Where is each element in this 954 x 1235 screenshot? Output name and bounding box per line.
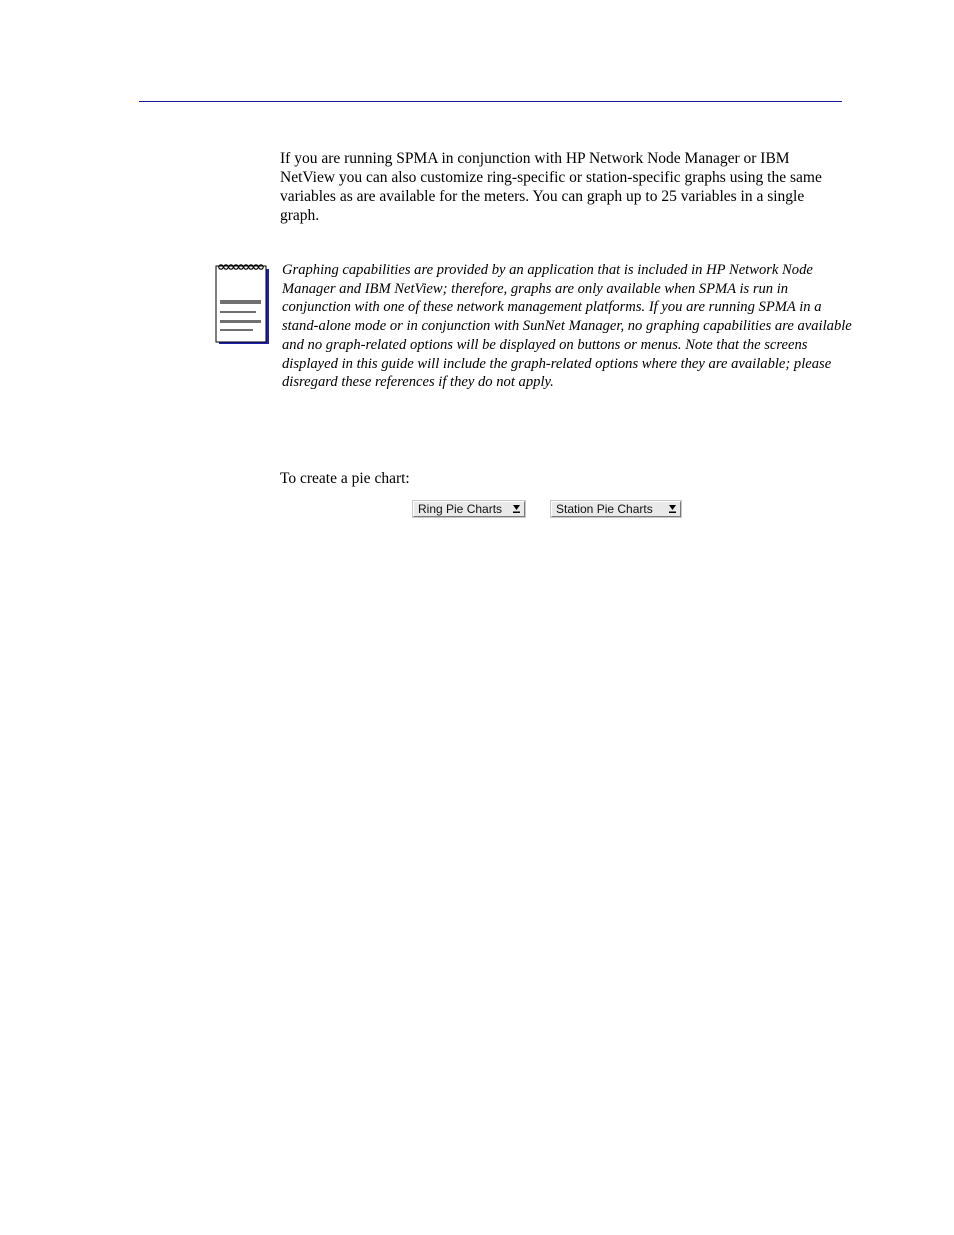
note-text: Graphing capabilities are provided by an application that is included in HP Network Node Manager and IBM NetView; therefore, graphs are only available when SPMA is run in conjunction with one of these network management platforms. If you are running SPMA in a stand-alone mode or in conjunction with SunNet Manager, no graphing capabilities are available and no graph-related options will be displayed on buttons or menus. Note that the screens displayed in this guide will include the graph-related options where they are available; please disregard these references if they do not apply.: [282, 262, 852, 391]
menu-arrow-icon: [512, 504, 521, 514]
notepad-icon: [214, 262, 272, 348]
menu-arrow-icon: [668, 504, 677, 514]
ring-pie-charts-label: Ring Pie Charts: [418, 502, 503, 516]
intro-paragraph: If you are running SPMA in conjunction with HP Network Node Manager or IBM NetView you can also customize ring-specific or station-specific graphs using the same variables as are available for the meters. You can graph up to 25 variables in a single graph.: [280, 150, 822, 224]
station-pie-charts-button[interactable]: [551, 501, 681, 517]
station-pie-charts-label: Station Pie Charts: [556, 502, 653, 516]
step-intro: To create a pie chart:: [280, 470, 410, 487]
header-rule: [139, 101, 842, 102]
ring-pie-charts-button[interactable]: [413, 501, 525, 517]
